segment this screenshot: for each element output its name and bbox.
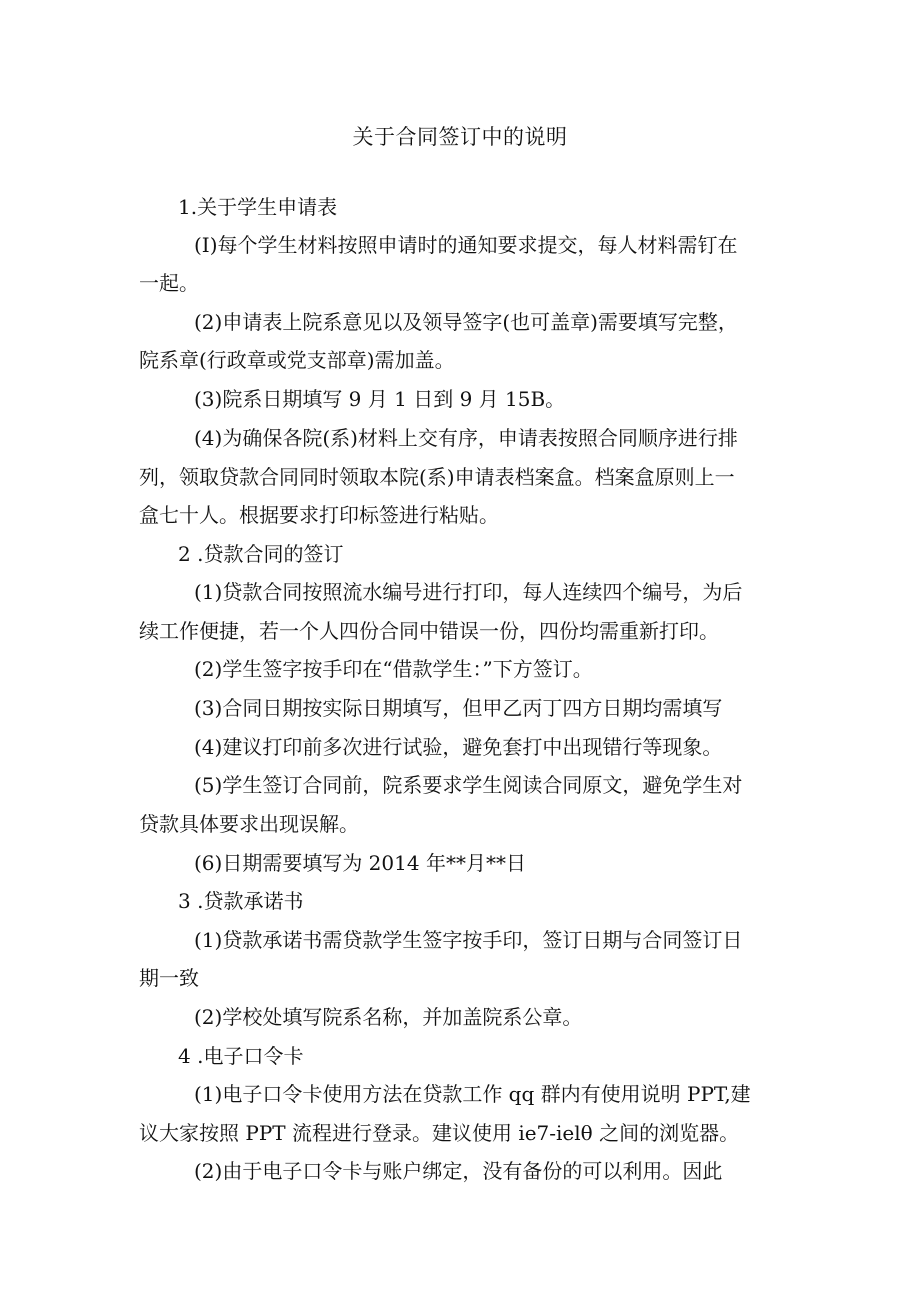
paragraph-line: (1)贷款合同按照流水编号进行打印，每人连续四个编号，为后: [194, 580, 743, 604]
paragraph-line: (4)为确保各院(系)材料上交有序，申请表按照合同顺序进行排: [194, 426, 738, 450]
paragraph-line: 盒七十人。根据要求打印标签进行粘贴。: [139, 503, 499, 527]
paragraph-line: (3)院系日期填写 9 月 1 日到 9 月 15B。: [194, 387, 566, 411]
paragraph-line: 期一致: [139, 966, 199, 990]
section-heading: 3 .贷款承诺书: [178, 889, 304, 913]
paragraph-line: (2)由于电子口令卡与账户绑定，没有备份的可以利用。因此: [194, 1159, 723, 1183]
paragraph-line: (3)合同日期按实际日期填写，但甲乙丙丁四方日期均需填写: [194, 696, 723, 720]
paragraph-line: 贷款具体要求出现误解。: [139, 812, 359, 836]
section-heading: 4 .电子口令卡: [178, 1044, 304, 1068]
paragraph-line: (2)学校处填写院系名称，并加盖院系公章。: [194, 1005, 583, 1029]
paragraph-line: (2)学生签字按手印在“借款学生：”下方签订。: [194, 657, 593, 681]
paragraph-line: (5)学生签订合同前，院系要求学生阅读合同原文，避免学生对: [194, 773, 743, 797]
paragraph-line: (1)电子口令卡使用方法在贷款工作 qq 群内有使用说明 PPT,建: [194, 1082, 751, 1106]
paragraph-line: 议大家按照 PPT 流程进行登录。建议使用 ie7-ielθ 之间的浏览器。: [139, 1121, 740, 1145]
paragraph-line: (I)每个学生材料按照申请时的通知要求提交，每人材料需钉在: [194, 233, 738, 257]
paragraph-line: 续工作便捷，若一个人四份合同中错误一份，四份均需重新打印。: [139, 619, 719, 643]
section-heading: 2 .贷款合同的签订: [178, 542, 344, 566]
document-title: 关于合同签订中的说明: [352, 125, 568, 149]
paragraph-line: 列，领取贷款合同同时领取本院(系)申请表档案盒。档案盒原则上一: [139, 465, 735, 489]
paragraph-line: 一起。: [139, 271, 199, 295]
paragraph-line: (2)申请表上院系意见以及领导签字(也可盖章)需要填写完整，: [194, 310, 738, 334]
paragraph-line: (6)日期需要填写为 2014 年**月**日: [194, 851, 526, 875]
paragraph-line: 院系章(行政章或党支部章)需加盖。: [139, 348, 455, 372]
section-heading: 1.关于学生申请表: [178, 195, 338, 219]
paragraph-line: (4)建议打印前多次进行试验，避免套打中出现错行等现象。: [194, 735, 723, 759]
paragraph-line: (1)贷款承诺书需贷款学生签字按手印，签订日期与合同签订日: [194, 928, 743, 952]
